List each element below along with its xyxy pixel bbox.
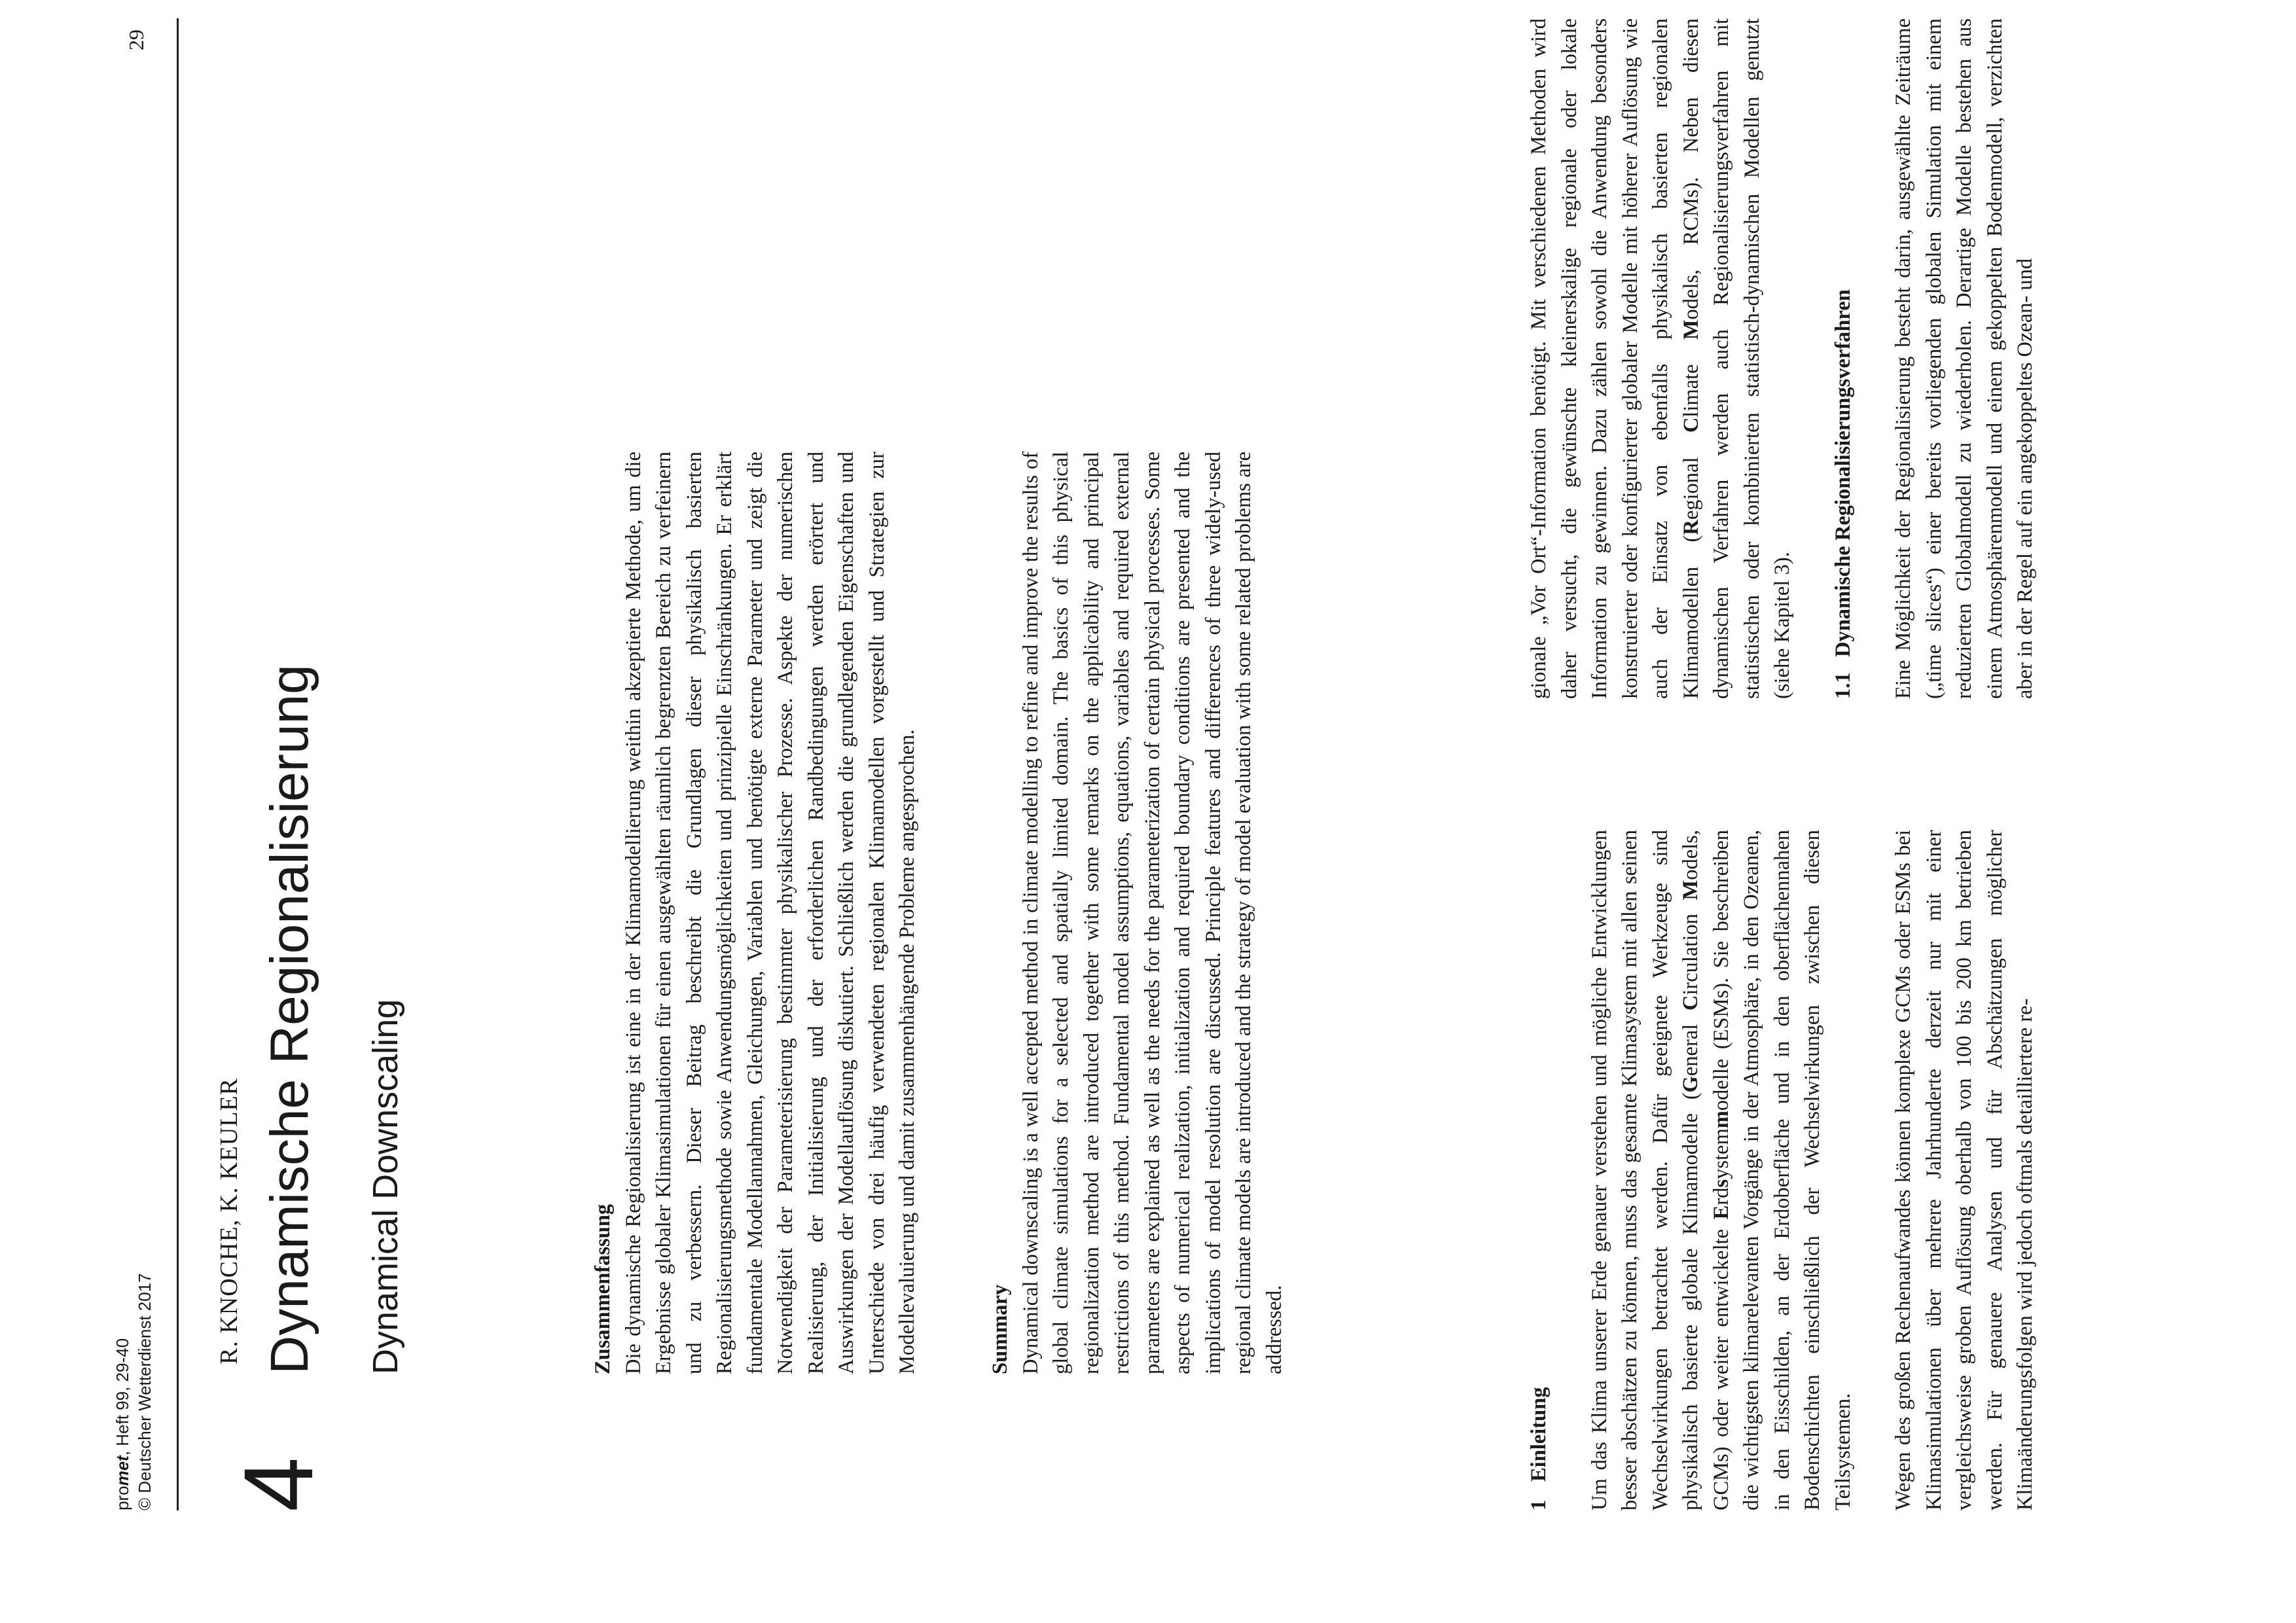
body-column-right: [1524, 18, 2041, 699]
abstract-german: [588, 452, 923, 1374]
abstract-english: [985, 452, 1289, 1374]
journal-prefix: pro: [113, 1486, 132, 1510]
abstract-german-heading: Zusammenfassung: [591, 1204, 615, 1374]
abstract-english-heading: Summary: [988, 1284, 1012, 1374]
journal-issue: , Heft 99, 29-40: [113, 1338, 132, 1456]
article-title: Dynamische Regionalisierung: [260, 664, 319, 1374]
header-rule: [177, 18, 179, 1510]
section-heading-regionalisierungsverfahren: [1828, 18, 1859, 699]
paragraph: Wegen des großen Rechenaufwandes können komplexe GCMs oder ESMs bei Klimasimulationen über mehrere Jahrhunderte derzeit nur mit einer vergleichsweise groben Auflösung oberhalb von 100 bis 200 km betrieben werden. Für genauere Analysen und für Abschätzungen möglicher Klimaänderungsfolgen wird jedoch oftmals detailliertere re-: [1892, 830, 2037, 1510]
journal-name-bold: met: [113, 1455, 132, 1486]
body-column-left: [1524, 830, 2041, 1510]
paragraph: Um das Klima unserer Erde genauer verstehen und mögliche Entwicklungen besser abschätzen zu können, muss das gesamte Klimasystem mit allen seinen Wechselwirkungen betrachtet werden. Dafür geeignete Werkzeuge sind physikalisch basierte globale Klimamodelle (General Circulation Models, GCMs) oder weiter entwickelte Erdsystemmodelle (ESMs). Sie beschreiben die wichtigsten klimarelevanten Vorgänge in der Atmosphäre, in den Ozeanen, in den Eisschilden, an der Erdoberfläche und in den oberflächennahen Bodenschichten einschließlich der Wechselwirkungen zwischen diesen Teilsystemen.: [1587, 830, 1855, 1510]
paragraph: gionale „Vor Ort“-Information benötigt. Mit verschiedenen Methoden wird daher versucht, die gewünschte kleinerskalige regionale oder lokale Information zu gewinnen. Dazu zählen sowohl die Anwendung besonders konstruierter oder konfigurierter globaler Modelle mit höherer Auflösung wie auch der Einsatz von ebenfalls physikalisch basierten regionalen Klimamodellen (Regional Climate Models, RCMs). Neben diesen dynamischen Verfahren werden auch Regionalisierungsverfahren mit statistischen oder kombinierten statistisch-dynamischen Modellen genutzt (siehe Kapitel 3).: [1527, 18, 1794, 699]
section-heading-einleitung: [1524, 830, 1554, 1510]
copyright-line: © Deutscher Wetterdienst 2017: [135, 1273, 154, 1510]
chapter-number: 4: [223, 1457, 333, 1512]
subsection-number: 1.1: [1831, 672, 1855, 699]
abstract-german-text: Die dynamische Regionalisierung ist eine in der Klimamodellierung weithin akzeptierte Methode, um die Ergebnisse globaler Klimasimulationen für einen ausgewählten räumlich begrenzten Bereich zu verfeinern und zu verbessern. Dieser Beitrag beschreibt die Grundlagen dieser physikalisch basierten Regionalisierungsmethode sowie Anwendungsmöglichkeiten und prinzipielle Einschränkungen. Er erklärt fundamentale Modellannahmen, Gleichungen, Variablen und benötigte externe Parameter und zeigt die Notwendigkeit der Parameterisierung bestimmter physikalischer Prozesse. Aspekte der numerischen Realisierung, der Initialisierung und der erforderlichen Randbedingungen werden erörtert und Auswirkungen der Modellauflösung diskutiert. Schließlich werden die grundlegenden Eigenschaften und Unterschiede von drei häufig verwendeten regionalen Klimamodellen vorgestellt und Strategien zur Modellevaluierung und damit zusammenhängende Probleme angesprochen.: [621, 452, 919, 1374]
article-authors: R. KNOCHE, K. KEULER: [215, 1078, 243, 1364]
journal-citation: [113, 1338, 133, 1510]
abstract-english-text: Dynamical downscaling is a well accepted method in climate modelling to refine and improve the results of global climate simulations for a selected and spatially limited domain. The basics of this physical regionalization method are introduced together with some remarks on the applicability and principal restrictions of this method. Fundamental model assumptions, equations, variables and required external parameters are explained as well as the needs for the parameterization of certain physical processes. Some aspects of numerical realization, initialization and required boundary conditions are presented and the implications of model resolution are discussed. Principle features and differences of three widely-used regional climate models are introduced and the strategy of model evaluation with some related problems are addressed.: [1018, 452, 1286, 1374]
subsection-title: Dynamische Regionalisierungsverfahren: [1831, 289, 1855, 657]
article-subtitle: Dynamical Downscaling: [366, 999, 405, 1374]
section-title: Einleitung: [1527, 1387, 1551, 1482]
paragraph: Eine Möglichkeit der Regionalisierung besteht darin, ausgewählte Zeiträume („time slices“) einer bereits vorliegenden globalen Simulation mit einem reduzierten Globalmodell zu wiederholen. Derartige Modelle bestehen aus einem Atmosphärenmodell und einem gekoppelten Bodenmodell, verzichten aber in der Regel auf ein angekoppeltes Ozean- und: [1892, 18, 2037, 699]
page-number: 29: [124, 29, 148, 50]
section-number: 1: [1527, 1499, 1551, 1510]
